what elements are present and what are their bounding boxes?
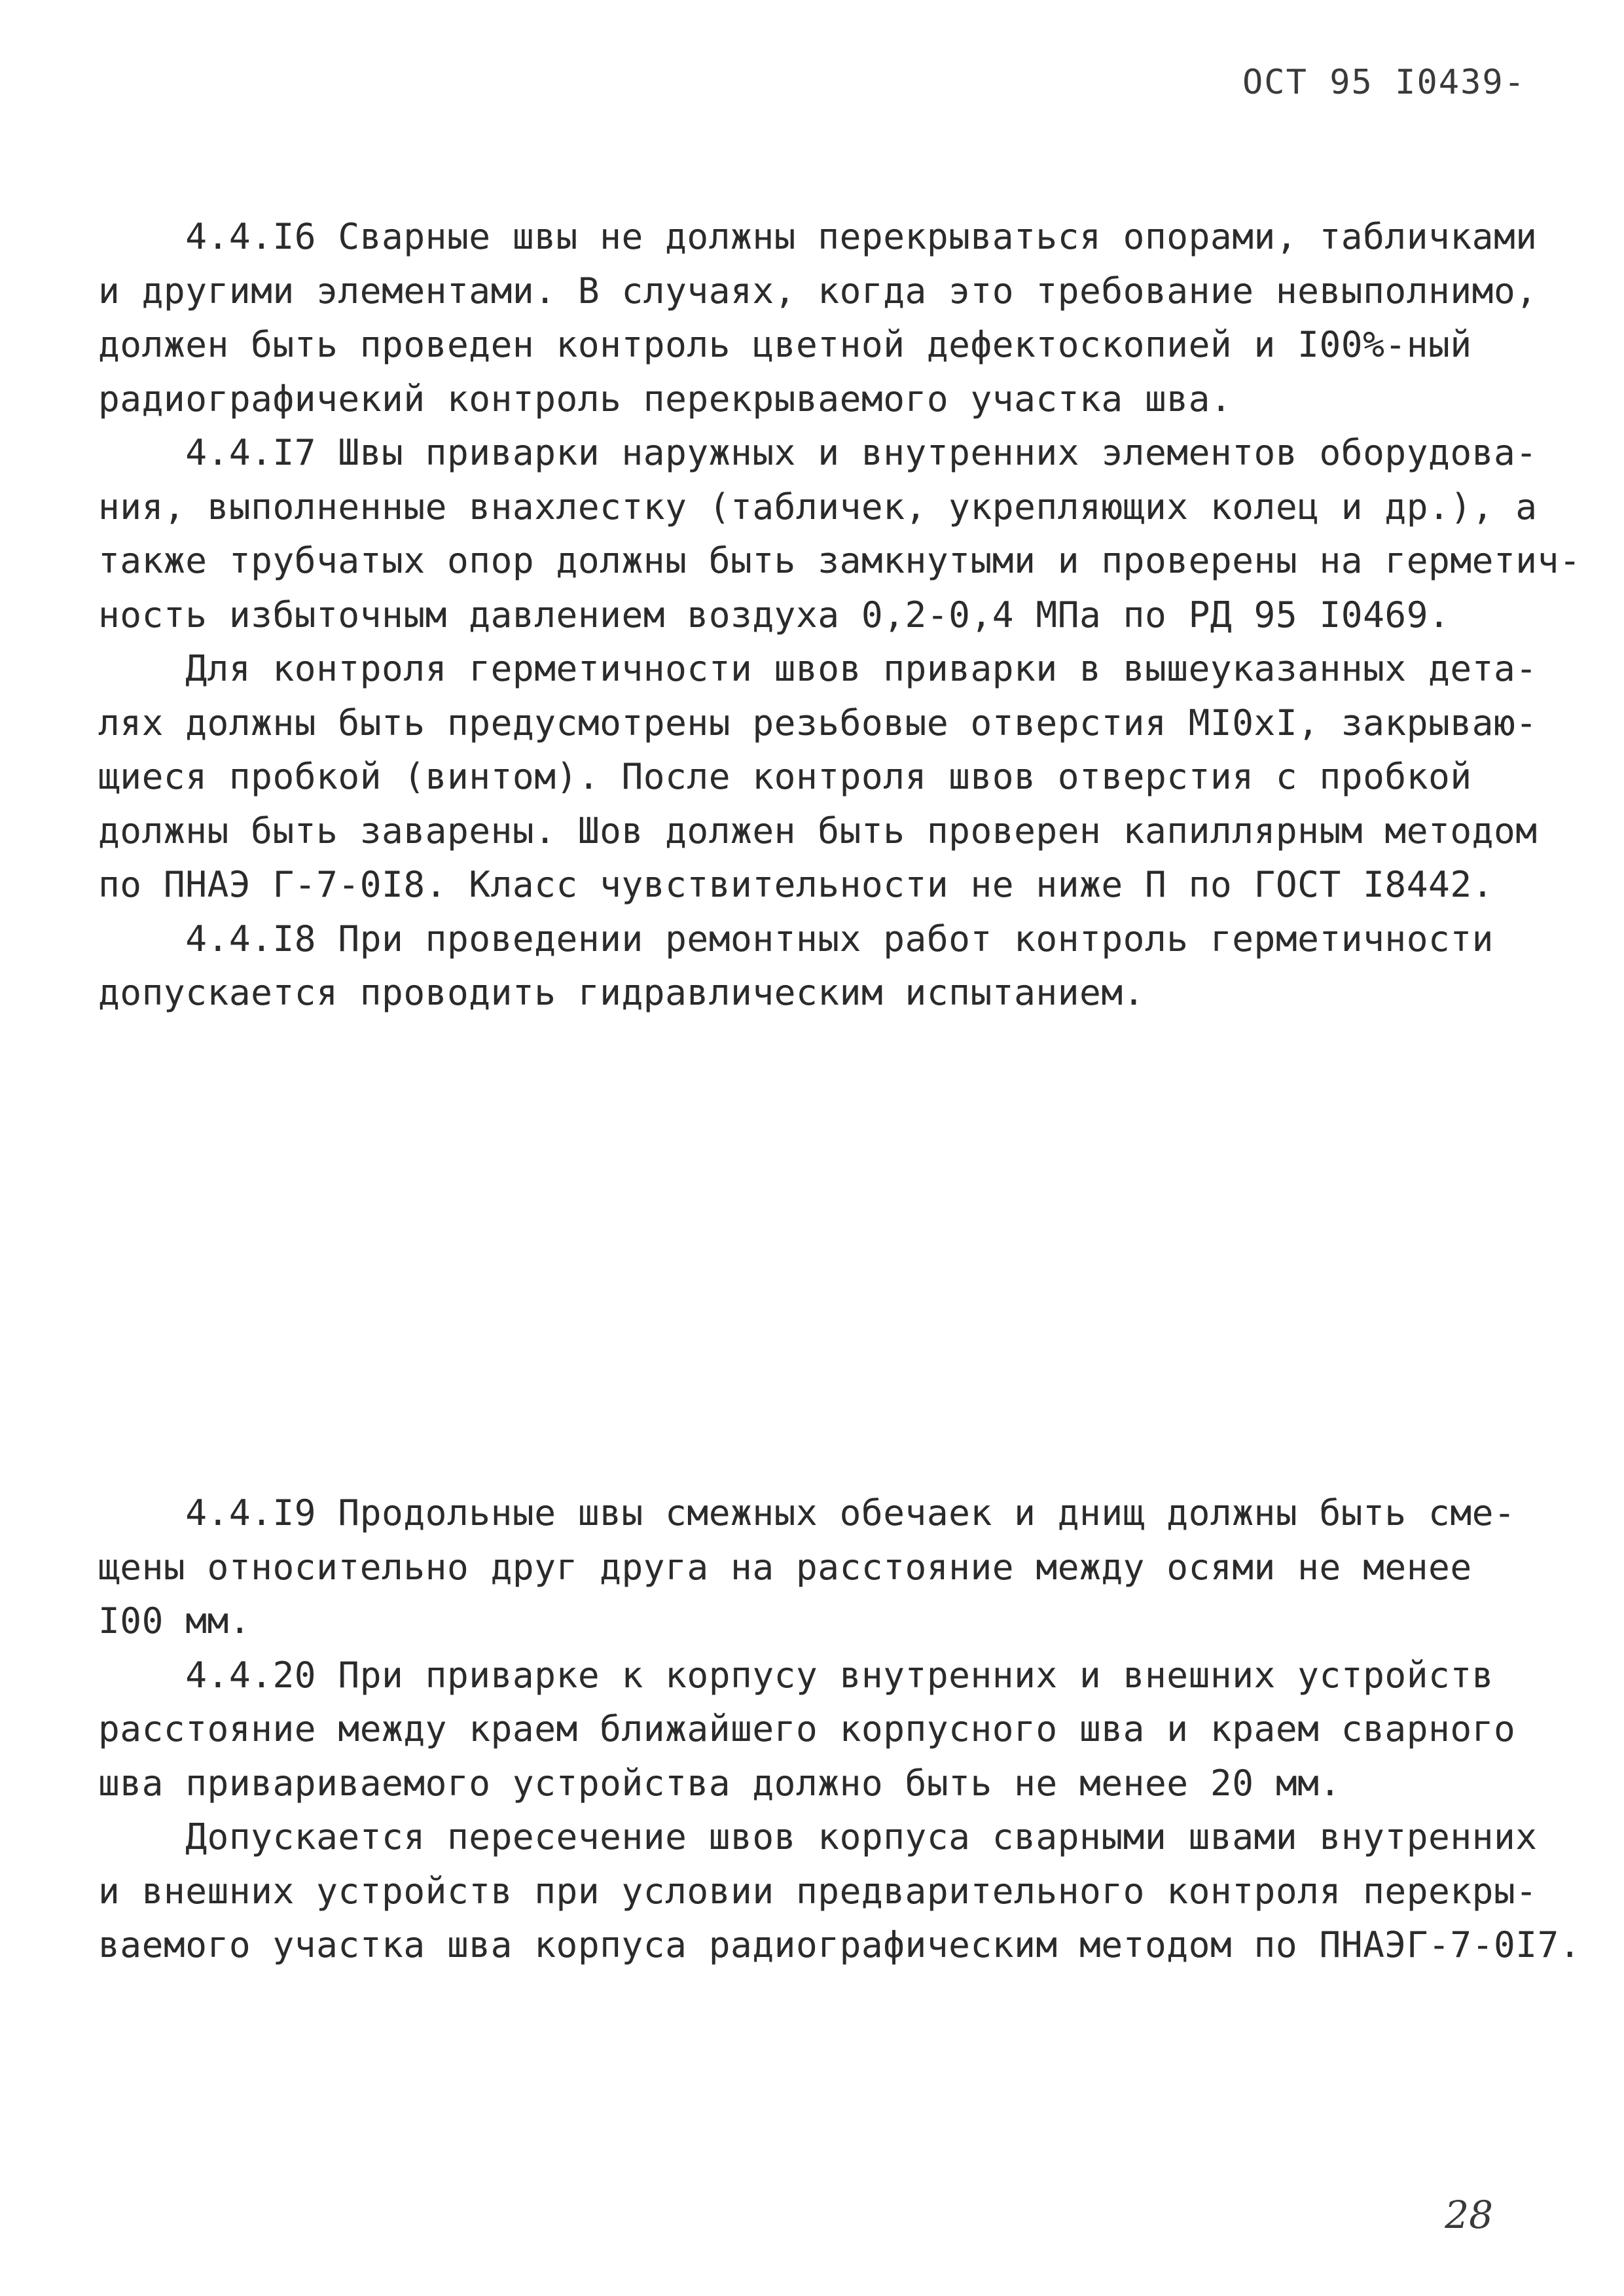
text-block-upper bbox=[98, 209, 1581, 1020]
page-number: 28 bbox=[1445, 2193, 1493, 2237]
text-line: щены относительно друг друга на расстояние между осями не менее bbox=[98, 1545, 1472, 1588]
text-line: допускается проводить гидравлическим испытанием. bbox=[98, 971, 1145, 1013]
text-block-lower bbox=[98, 1486, 1581, 1972]
text-line: ваемого участка шва корпуса радиографическим методом по ПНАЭГ-7-0I7. bbox=[98, 1924, 1581, 1965]
text-line: 4.4.I6 Сварные швы не должны перекрываться опорами, табличками bbox=[98, 215, 1538, 257]
text-line: и другими элементами. В случаях, когда это требование невыполнимо, bbox=[98, 269, 1538, 312]
text-line: 4.4.20 При приварке к корпусу внутренних и внешних устройств bbox=[98, 1653, 1494, 1696]
text-line: радиографичекий контроль перекрываемого участка шва. bbox=[98, 377, 1233, 420]
text-line: ность избыточным давлением воздуха 0,2-0,4 МПа по РД 95 I0469. bbox=[98, 593, 1451, 636]
text-line: 4.4.I7 Швы приварки наружных и внутренних элементов оборудова- bbox=[98, 431, 1538, 473]
text-line: 4.4.I9 Продольные швы смежных обечаек и днищ должны быть сме- bbox=[98, 1492, 1516, 1534]
text-line: должны быть заварены. Шов должен быть проверен капиллярным методом bbox=[98, 809, 1538, 852]
text-line: Допускается пересечение швов корпуса сварными швами внутренних bbox=[98, 1816, 1538, 1857]
text-line: лях должны быть предусмотрены резьбовые отверстия МI0хI, закрываю- bbox=[98, 701, 1538, 744]
text-line: по ПНАЭ Г-7-0I8. Класс чувствительности не ниже П по ГОСТ I8442. bbox=[98, 863, 1494, 905]
text-line: также трубчатых опор должны быть замкнутыми и проверены на герметич- bbox=[98, 539, 1581, 581]
text-line: расстояние между краем ближайшего корпусного шва и краем сварного bbox=[98, 1708, 1516, 1749]
document-code: ОСТ 95 I0439- bbox=[1242, 63, 1526, 102]
text-line: Для контроля герметичности швов приварки в вышеуказанных дета- bbox=[98, 647, 1538, 689]
text-line: I00 мм. bbox=[98, 1600, 251, 1641]
text-line: шва привариваемого устройства должно быть не менее 20 мм. bbox=[98, 1761, 1341, 1804]
text-line: ния, выполненные внахлестку (табличек, укрепляющих колец и др.), а bbox=[98, 485, 1538, 528]
text-line: должен быть проведен контроль цветной дефектоскопией и I00%-ный bbox=[98, 323, 1472, 365]
text-line: 4.4.I8 При проведении ремонтных работ контроль герметичности bbox=[98, 917, 1494, 960]
text-line: и внешних устройств при условии предварительного контроля перекры- bbox=[98, 1869, 1538, 1912]
text-line: щиеся пробкой (винтом). После контроля швов отверстия с пробкой bbox=[98, 755, 1472, 797]
